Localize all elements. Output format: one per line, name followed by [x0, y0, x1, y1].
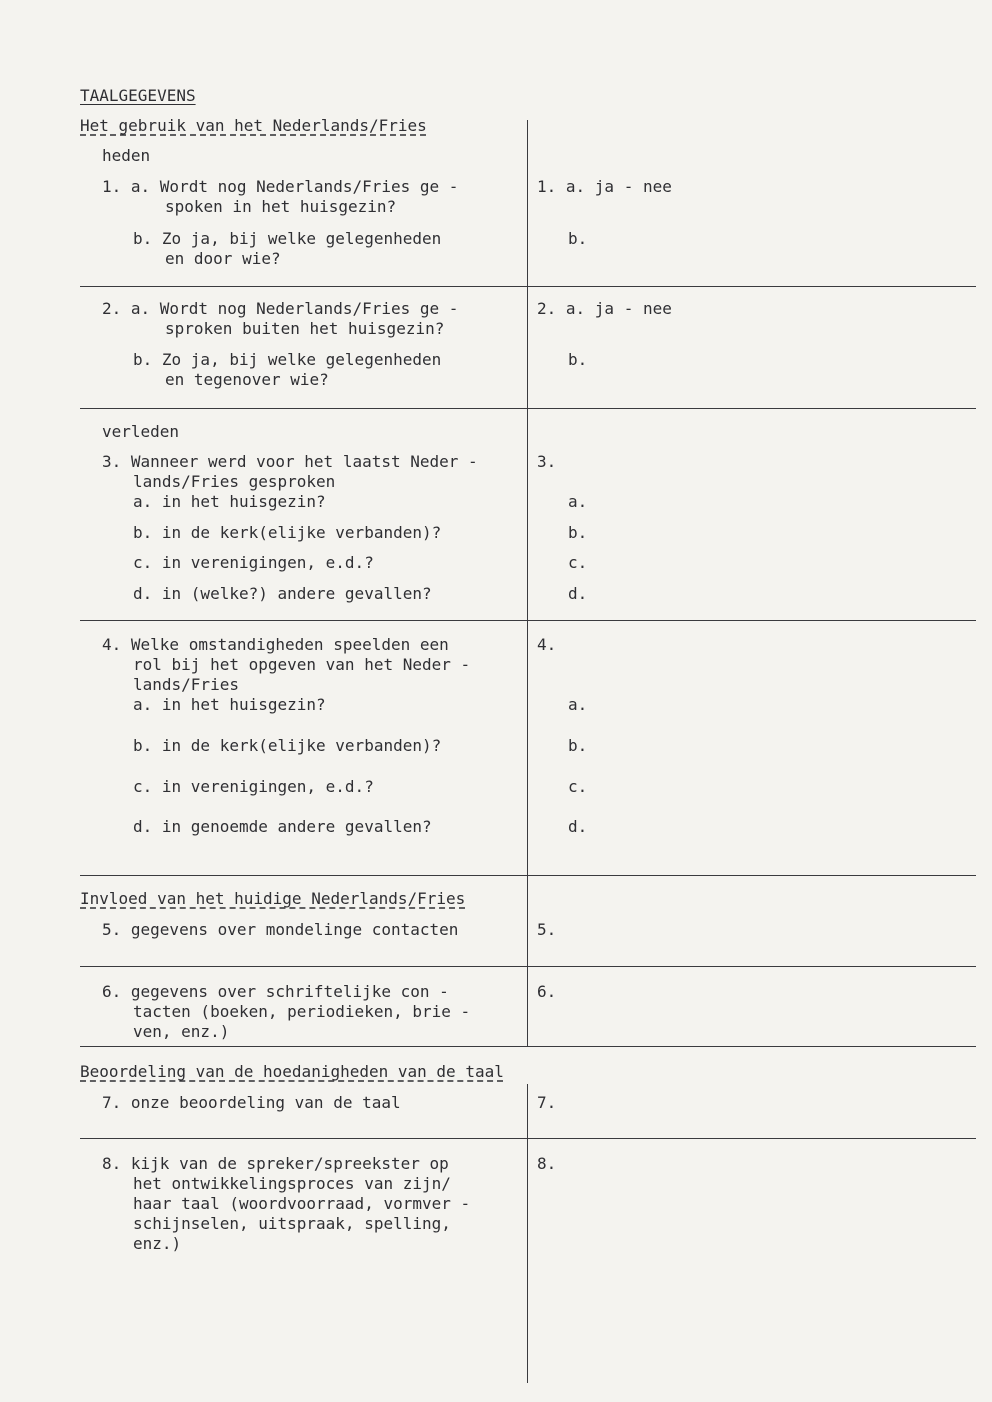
question-6-line-1: 6. gegevens over schriftelijke con -	[102, 982, 449, 1001]
column-divider	[527, 286, 528, 408]
question-2a-line-2: sproken buiten het huisgezin?	[165, 319, 445, 338]
question-4d: d. in genoemde andere gevallen?	[133, 817, 432, 836]
question-4-line-2: rol bij het opgeven van het Neder -	[133, 655, 471, 674]
question-8-line-3: haar taal (woordvoorraad, vormver -	[133, 1194, 471, 1213]
answer-7[interactable]: 7.	[537, 1093, 557, 1112]
answer-3b[interactable]: b.	[568, 523, 588, 542]
question-2b-line-2: en tegenover wie?	[165, 370, 329, 389]
question-1a-line-1: 1. a. Wordt nog Nederlands/Fries ge -	[102, 177, 459, 196]
row-divider	[80, 1046, 976, 1047]
question-7: 7. onze beoordeling van de taal	[102, 1093, 401, 1112]
question-4b: b. in de kerk(elijke verbanden)?	[133, 736, 442, 755]
column-divider	[527, 966, 528, 1046]
question-3d: d. in (welke?) andere gevallen?	[133, 584, 432, 603]
question-3-line-1: 3. Wanneer werd voor het laatst Neder -	[102, 452, 478, 471]
question-3-line-2: lands/Fries gesproken	[133, 472, 336, 491]
row-divider	[80, 620, 976, 621]
answer-6[interactable]: 6.	[537, 982, 557, 1001]
subheading-heden: heden	[102, 146, 151, 165]
column-divider	[527, 120, 528, 286]
row-divider	[80, 875, 976, 876]
question-4-line-1: 4. Welke omstandigheden speelden een	[102, 635, 449, 654]
question-8-line-5: enz.)	[133, 1234, 182, 1253]
answer-4c[interactable]: c.	[568, 777, 588, 796]
question-1a-line-2: spoken in het huisgezin?	[165, 197, 397, 216]
question-4-line-3: lands/Fries	[133, 675, 239, 694]
subheading-verleden: verleden	[102, 422, 180, 441]
answer-8[interactable]: 8.	[537, 1154, 557, 1173]
page-title: TAALGEGEVENS	[80, 86, 196, 105]
answer-1a[interactable]: 1. a. ja - nee	[537, 177, 672, 196]
question-3c: c. in verenigingen, e.d.?	[133, 553, 374, 572]
question-6-line-2: tacten (boeken, periodieken, brie -	[133, 1002, 471, 1021]
answer-4b[interactable]: b.	[568, 736, 588, 755]
answer-3[interactable]: 3.	[537, 452, 557, 471]
question-1b-line-2: en door wie?	[165, 249, 281, 268]
question-3b: b. in de kerk(elijke verbanden)?	[133, 523, 442, 542]
row-divider	[80, 408, 976, 409]
question-1b-line-1: b. Zo ja, bij welke gelegenheden	[133, 229, 442, 248]
row-divider	[80, 1138, 976, 1139]
row-divider	[80, 966, 976, 967]
answer-3c[interactable]: c.	[568, 553, 588, 572]
row-divider	[80, 286, 976, 287]
answer-2b[interactable]: b.	[568, 350, 588, 369]
column-divider	[527, 875, 528, 966]
question-6-line-3: ven, enz.)	[133, 1022, 230, 1041]
section-heading-invloed: Invloed van het huidige Nederlands/Fries	[80, 889, 466, 908]
question-5: 5. gegevens over mondelinge contacten	[102, 920, 459, 939]
section-heading-beoordeling: Beoordeling van de hoedanigheden van de taal	[80, 1062, 504, 1081]
section-heading-gebruik: Het gebruik van het Nederlands/Fries	[80, 116, 427, 135]
answer-3d[interactable]: d.	[568, 584, 588, 603]
column-divider	[527, 620, 528, 875]
answer-5[interactable]: 5.	[537, 920, 557, 939]
question-4c: c. in verenigingen, e.d.?	[133, 777, 374, 796]
answer-1b[interactable]: b.	[568, 229, 588, 248]
question-8-line-1: 8. kijk van de spreker/spreekster op	[102, 1154, 449, 1173]
question-2b-line-1: b. Zo ja, bij welke gelegenheden	[133, 350, 442, 369]
question-4a: a. in het huisgezin?	[133, 695, 326, 714]
question-8-line-4: schijnselen, uitspraak, spelling,	[133, 1214, 451, 1233]
column-divider	[527, 1138, 528, 1383]
answer-4a[interactable]: a.	[568, 695, 588, 714]
column-divider	[527, 1084, 528, 1138]
question-3a: a. in het huisgezin?	[133, 492, 326, 511]
answer-4[interactable]: 4.	[537, 635, 557, 654]
answer-3a[interactable]: a.	[568, 492, 588, 511]
answer-2a[interactable]: 2. a. ja - nee	[537, 299, 672, 318]
question-2a-line-1: 2. a. Wordt nog Nederlands/Fries ge -	[102, 299, 459, 318]
question-8-line-2: het ontwikkelingsproces van zijn/	[133, 1174, 451, 1193]
answer-4d[interactable]: d.	[568, 817, 588, 836]
column-divider	[527, 408, 528, 620]
